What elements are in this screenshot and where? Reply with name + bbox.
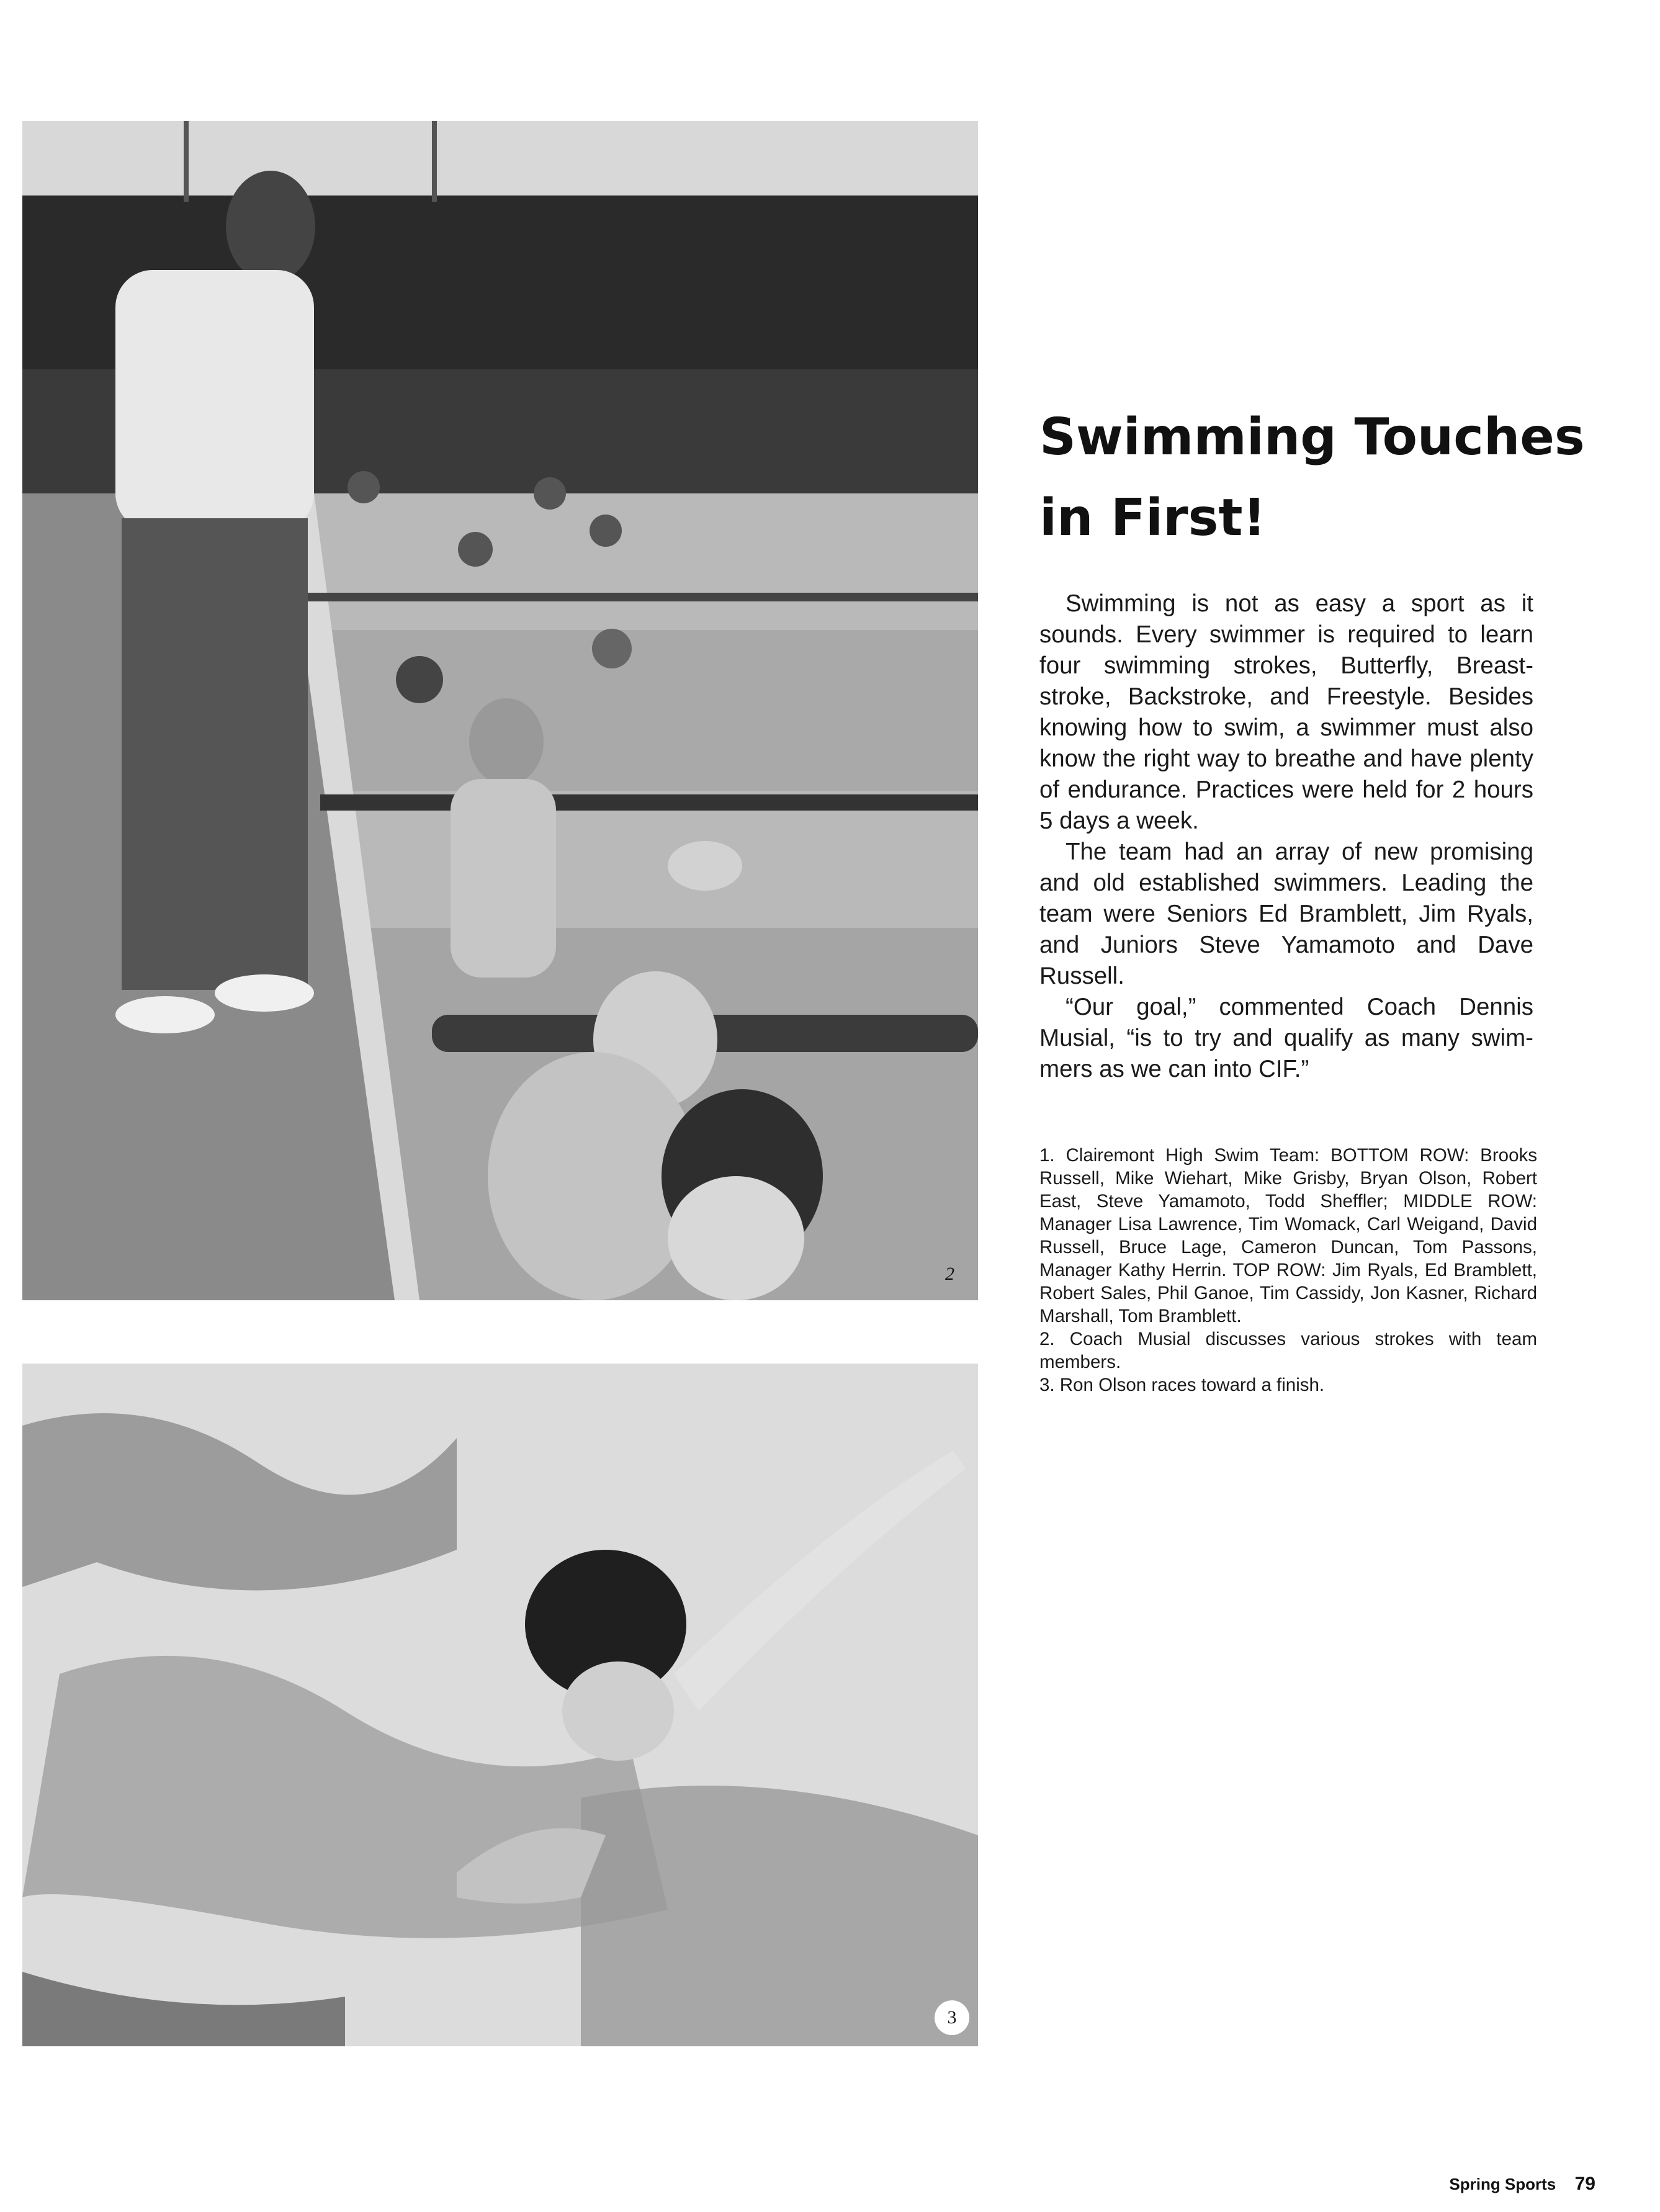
caption-3: 3. Ron Olson races toward a finish. <box>1039 1375 1325 1395</box>
photo-swimmer-racing <box>22 1364 978 2046</box>
photo-captions <box>1039 1144 1537 1396</box>
body-paragraph: Swimming is not as easy a sport as it sounds. Every swimmer is required to learn four swimming strokes, Butterfly, Breast-stroke, Backstroke, and Freestyle. Besides knowing how to swim, a swimmer must also know the right way to breathe and have plenty of endurance. Practices were held for 2 hours 5 days a week. <box>1039 590 1533 834</box>
page-footer <box>1449 2174 1595 2195</box>
page-number: 79 <box>1574 2174 1595 2194</box>
photo-3-number: 3 <box>935 2000 969 2035</box>
caption-1: 1. Clairemont High Swim Team: BOTTOM ROW: Brooks Russell, Mike Wiehart, Mike Grisby, Bryan Olson, Robert East, Steve Yamamoto, Todd Sheffler; MIDDLE ROW: Manager Lisa Lawrence, Tim Womack, Carl Weigand, David Russell, Bruce Lage, Cameron Duncan, Tom Passons, Manager Kathy Herrin. TOP ROW: Jim Ryals, Ed Bramblett, Robert Sales, Phil Ganoe, Tim Cassidy, Jon Kasner, Richard Marshall, Tom Bramblett. <box>1039 1145 1537 1326</box>
section-name: Spring Sports <box>1449 2175 1556 2193</box>
photo-2-number: 2 <box>945 1264 954 1284</box>
caption-2: 2. Coach Musial discusses various strokes with team members. <box>1039 1329 1537 1372</box>
photo-coach-poolside-image <box>22 121 978 1300</box>
headline-line-2: in First! <box>1039 488 1266 547</box>
headline-line-1: Swimming Touches <box>1039 408 1585 467</box>
article-body <box>1039 588 1533 1085</box>
photo-coach-poolside <box>22 121 978 1300</box>
photo-swimmer-racing-image <box>22 1364 978 2046</box>
body-paragraph: The team had an array of new promising and old established swimmers. Leading the team were Seniors Ed Bramblett, Jim Ryals, and Juniors Steve Yamamoto and Dave Russell. <box>1039 838 1533 989</box>
article-headline <box>1039 397 1598 559</box>
body-paragraph: “Our goal,” commented Coach Dennis Musial, “is to try and qualify as many swim-mers as we can into CIF.” <box>1039 994 1533 1082</box>
